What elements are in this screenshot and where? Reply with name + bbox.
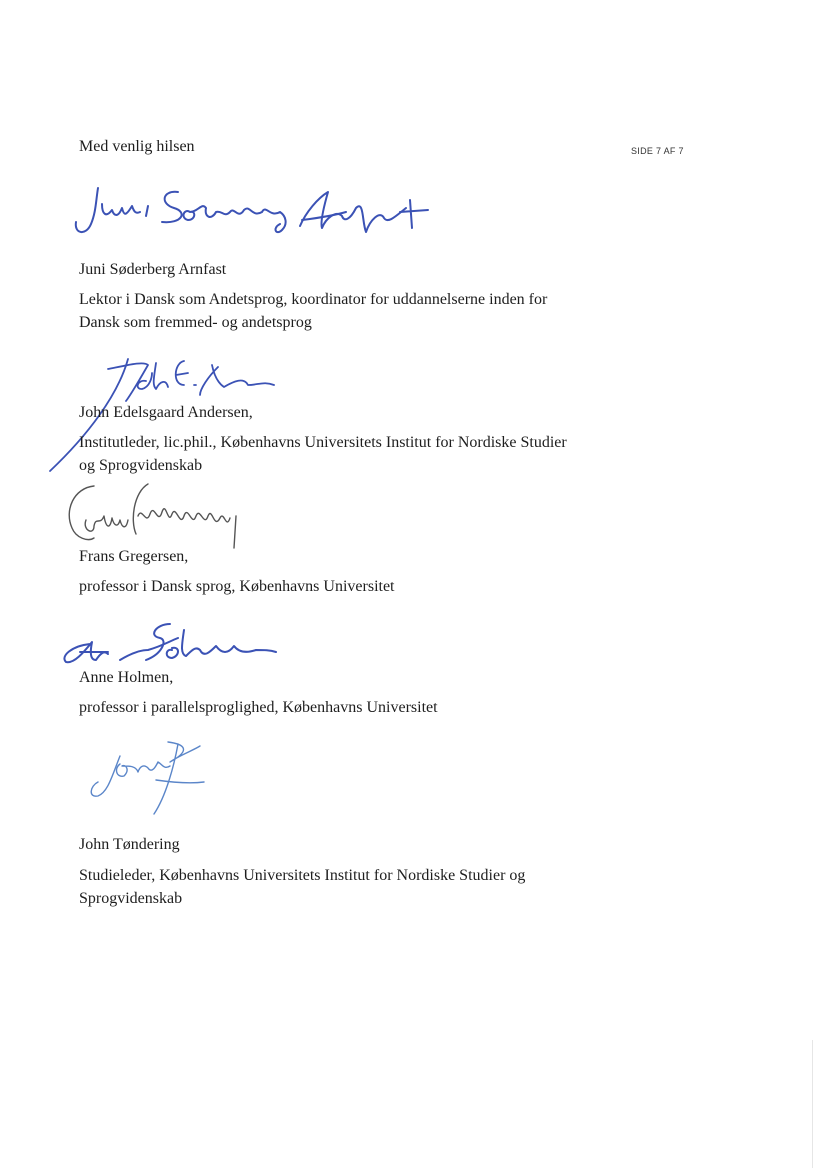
signatory-title: Lektor i Dansk som Andetsprog, koordinator for uddannelserne inden for (79, 291, 548, 308)
signatory-name: John Edelsgaard Andersen, (79, 404, 253, 421)
signatory-title: Dansk som fremmed- og andetsprog (79, 314, 312, 331)
signatory-title: Institutleder, lic.phil., Københavns Universitets Institut for Nordiske Studier (79, 434, 567, 451)
greeting: Med venlig hilsen (79, 138, 195, 155)
signatory-title: professor i Dansk sprog, Københavns Universitet (79, 578, 395, 595)
signatory-name: Juni Søderberg Arnfast (79, 261, 227, 278)
signatory-name: Anne Holmen, (79, 669, 174, 686)
page-number: SIDE 7 AF 7 (631, 146, 684, 156)
signatory-name: John Tøndering (79, 836, 180, 853)
signatory-title: og Sprogvidenskab (79, 457, 203, 474)
scan-edge-line (812, 1040, 813, 1168)
signatory-title: professor i parallelsproglighed, Københavns Universitet (79, 699, 438, 716)
signatory-title: Studieleder, Københavns Universitets Institut for Nordiske Studier og (79, 867, 526, 884)
signatory-name: Frans Gregersen, (79, 548, 189, 565)
signature-anne-holmen (60, 620, 280, 670)
signature-juni-arnfast (66, 182, 436, 244)
signature-john-tondering (86, 736, 210, 820)
signatory-title: Sprogvidenskab (79, 890, 183, 907)
